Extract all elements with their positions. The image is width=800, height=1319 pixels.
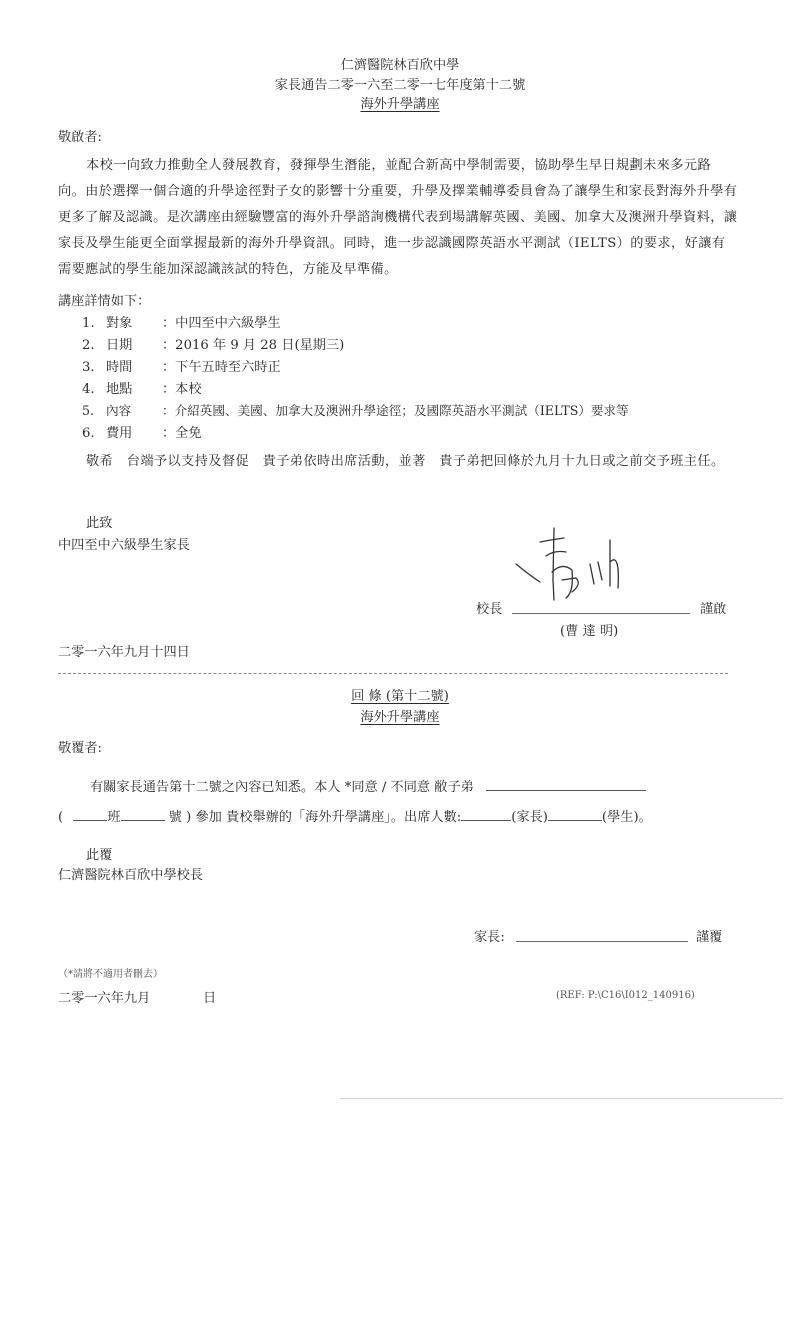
note: （*請將不適用者刪去） — [58, 969, 163, 980]
request-paragraph: 敬希 台端予以支持及督促 貴子弟依時出席活動，並著 貴子弟把回條於九月十九日或之前交予班主任。 — [86, 454, 725, 469]
recipient: 中四至中六級學生家長 — [58, 538, 190, 553]
reply-line1: 有關家長通告第十二號之內容已知悉。本人 *同意 / 不同意 敝子弟 — [90, 776, 646, 795]
reply-subject: 海外升學講座 — [360, 710, 440, 725]
reply-date-suffix: 日 — [203, 991, 217, 1006]
signer-title: 校長 — [476, 602, 503, 617]
details-heading: 講座詳情如下： — [58, 294, 151, 309]
detail-item: 6. 費用 ：全免 — [82, 426, 202, 441]
detail-item: 1. 對象 ：中四至中六級學生 — [82, 316, 281, 331]
signer-name: (曹 達 明) — [560, 624, 619, 639]
reply-date-prefix: 二零一六年九月 — [58, 991, 151, 1006]
school-name: 仁濟醫院林百欣中學 — [340, 58, 460, 73]
closing: 此致 — [86, 516, 113, 531]
reply-title: 回 條 (第十二號) — [351, 689, 449, 704]
parent-suffix: 謹覆 — [696, 930, 723, 945]
notice-number: 家長通告二零一六至二零一七年度第十二號 — [274, 78, 526, 93]
parent-signature-field[interactable] — [516, 941, 688, 942]
student-name-field[interactable] — [486, 778, 646, 791]
detail-item: 2. 日期 ：2016 年 9 月 28 日(星期三) — [82, 338, 345, 353]
tear-line — [58, 673, 728, 674]
detail-item: 3. 時間 ：下午五時至六時正 — [82, 360, 281, 375]
reply-closing: 此覆 — [86, 848, 113, 863]
class-number-field[interactable] — [121, 808, 165, 821]
salutation: 敬啟者: — [58, 130, 103, 145]
signature-line — [512, 613, 690, 614]
signature — [510, 522, 660, 612]
letter-date: 二零一六年九月十四日 — [58, 645, 190, 660]
reply-salutation: 敬覆者: — [58, 741, 103, 756]
class-field[interactable] — [73, 808, 107, 821]
reference-code: (REF: P:\C16\I012_140916) — [556, 990, 695, 1001]
body-text: 本校一向致力推動全人發展教育，發揮學生潛能，並配合新高中學制需要，協助學生早日規劃未來多元路向。由於選擇一個合適的升學途徑對子女的影響十分重要，升學及擇業輔導委員會為了讓學生和家長對海外升學有更多了解及認識。是次講座由經驗豐富的海外升學諮詢機構代表到場講解英國、美國、加拿大及澳洲升學資料，讓家長及學生能更全面掌握最新的海外升學資訊。同時，進一步認識國際英語水平測試（IELTS）的要求，好讓有需要應試的學生能加深認識該試的特色，方能及早準備。 — [58, 158, 738, 277]
parents-count-field[interactable] — [461, 808, 511, 821]
reply-line2: ( 班 號 ) 參加 貴校舉辦的「海外升學講座」。出席人數: (家長) (學生)。 — [58, 810, 652, 825]
scan-artifact-line — [340, 1098, 783, 1099]
students-count-field[interactable] — [548, 808, 602, 821]
parent-label: 家長: — [474, 930, 505, 945]
body-paragraph — [58, 153, 738, 283]
notice-subject: 海外升學講座 — [360, 97, 440, 112]
reply-recipient: 仁濟醫院林百欣中學校長 — [58, 868, 204, 883]
detail-item: 4. 地點 ：本校 — [82, 382, 202, 397]
detail-item: 5. 內容 ：介紹英國、美國、加拿大及澳洲升學途徑；及國際英語水平測試（IELTS）要求等 — [82, 403, 629, 418]
signer-suffix: 謹啟 — [700, 602, 727, 617]
